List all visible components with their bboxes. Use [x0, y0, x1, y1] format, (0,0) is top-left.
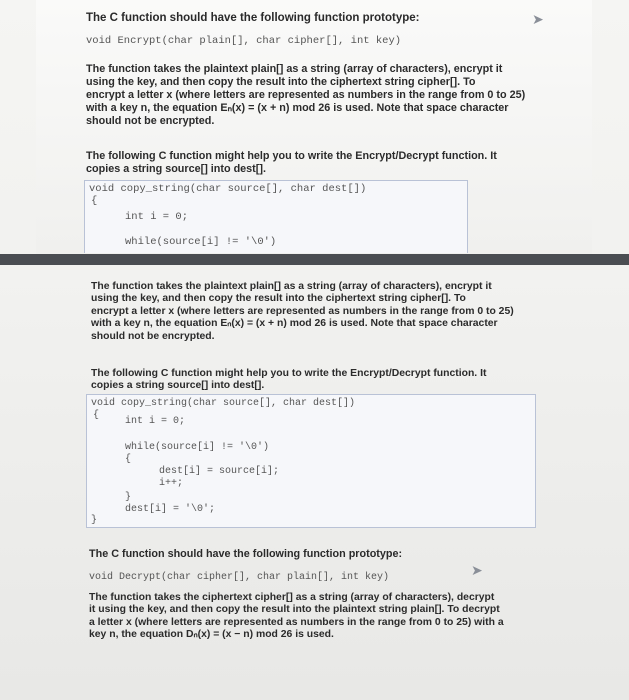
top-code-line: void copy_string(char source[], char dest[]) — [89, 183, 367, 195]
top-para1-line: The function takes the plaintext plain[] as a string (array of characters), encrypt it — [86, 63, 503, 75]
top-prototype-heading: The C function should have the following function prototype: — [86, 12, 420, 24]
cursor-icon: ➤ — [471, 562, 483, 578]
cursor-icon: ➤ — [532, 11, 544, 27]
bottom-para1-line: with a key n, the equation Eₙ(x) = (x + n) mod 26 is used. Note that space character — [91, 318, 498, 330]
top-para1-line: encrypt a letter x (where letters are represented as numbers in the range from 0 to 25) — [86, 89, 526, 101]
bottom-code-line: dest[i] = '\0'; — [125, 504, 216, 515]
bottom-para1-line: should not be encrypted. — [91, 330, 215, 342]
top-code-line: int i = 0; — [125, 211, 189, 223]
bottom-para3-line: The function takes the ciphertext cipher[] as a string (array of characters), decrypt — [89, 592, 495, 603]
bottom-para1-line: using the key, and then copy the result into the ciphertext string cipher[]. To — [91, 293, 466, 305]
bottom-code-block — [86, 394, 536, 528]
bottom-decrypt-paragraph — [89, 592, 504, 642]
bottom-code-line: i++; — [159, 478, 184, 489]
top-code-block — [84, 180, 468, 253]
bottom-code-line: void copy_string(char source[], char dest[]) — [91, 398, 356, 409]
bottom-prototype-heading: The C function should have the following function prototype: — [89, 548, 403, 560]
bottom-para3-line: it using the key, and then copy the result into the plaintext string plain[]. To decrypt — [89, 604, 500, 616]
top-para2-line: The following C function might help you to write the Encrypt/Decrypt function. It — [86, 150, 497, 162]
bottom-code-line: int i = 0; — [125, 416, 186, 427]
top-para1-line: with a key n, the equation Eₙ(x) = (x + n) mod 26 is used. Note that space character — [86, 102, 509, 114]
bottom-para1-line: The function takes the plaintext plain[] as a string (array of characters), encrypt it — [91, 281, 492, 292]
bottom-code-line: while(source[i] != '\0') — [125, 442, 270, 453]
bottom-helper-paragraph — [91, 368, 486, 393]
top-code-line: { — [91, 195, 98, 207]
bottom-para1-line: encrypt a letter x (where letters are represented as numbers in the range from 0 to 25) — [91, 305, 514, 317]
bottom-code-line: } — [125, 492, 132, 503]
bottom-para3-line: key n, the equation Dₙ(x) = (x − n) mod 26 is used. — [89, 629, 334, 641]
bottom-prototype-code: void Decrypt(char cipher[], char plain[], int key) — [89, 572, 390, 583]
bottom-para2-line: copies a string source[] into dest[]. — [91, 380, 265, 392]
top-description-paragraph — [86, 63, 525, 128]
top-para1-line: should not be encrypted. — [86, 115, 215, 127]
top-para2-line: copies a string source[] into dest[]. — [86, 163, 266, 175]
top-code-line: while(source[i] != '\0') — [125, 236, 277, 248]
bottom-code-line: { — [125, 454, 132, 465]
bottom-para3-line: a letter x (where letters are represented as numbers in the range from 0 to 25) with a — [89, 616, 504, 628]
bottom-code-line: { — [93, 410, 100, 421]
top-helper-paragraph — [86, 150, 497, 176]
bottom-description-paragraph — [91, 281, 514, 343]
bottom-code-line: } — [91, 515, 98, 526]
bottom-code-line: dest[i] = source[i]; — [159, 466, 280, 477]
top-para1-line: using the key, and then copy the result into the ciphertext string cipher[]. To — [86, 76, 476, 88]
bottom-para2-line: The following C function might help you to write the Encrypt/Decrypt function. It — [91, 368, 487, 379]
top-prototype-code: void Encrypt(char plain[], char cipher[], int key) — [86, 35, 402, 47]
